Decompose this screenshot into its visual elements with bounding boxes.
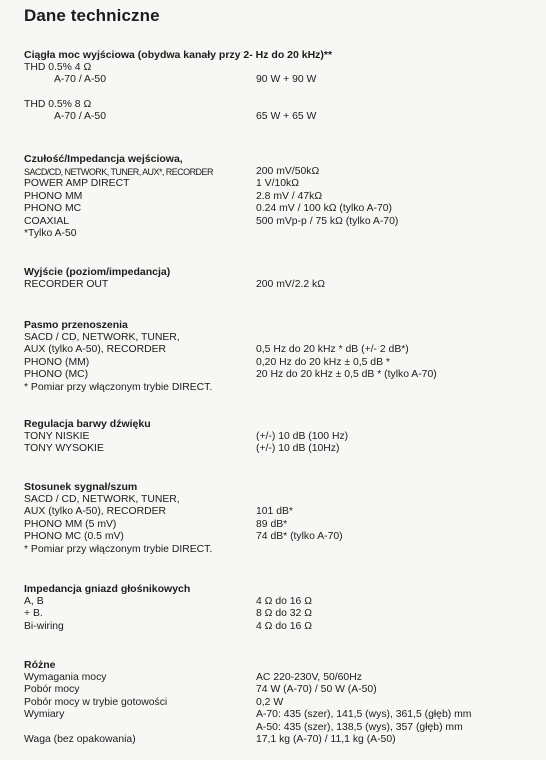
spec-label: POWER AMP DIRECT <box>24 178 130 190</box>
spec-row <box>24 431 534 443</box>
spec-row <box>24 506 534 518</box>
spec-label: TONY NISKIE <box>24 431 90 442</box>
spec-section <box>24 418 534 456</box>
spec-row <box>24 357 534 369</box>
spec-value: 74 W (A-70) / 50 W (A-50) <box>256 684 377 696</box>
spec-section <box>24 583 534 633</box>
spec-section <box>24 481 534 556</box>
spec-value: A-70: 435 (szer), 141,5 (wys), 361,5 (głęb) mm <box>256 709 472 721</box>
spec-row <box>24 332 534 344</box>
spec-label: PHONO MC <box>24 203 82 215</box>
spec-label: PHONO MM (5 mV) <box>24 518 117 530</box>
spec-value: 17,1 kg (A-70) / 11,1 kg (A-50) <box>256 733 396 745</box>
spec-row <box>24 74 534 86</box>
spec-label: THD 0.5% 8 Ω <box>24 98 92 110</box>
spec-label: + B. <box>24 608 43 620</box>
spec-section <box>24 49 534 124</box>
spec-row <box>24 344 534 356</box>
spec-value: 90 W + 90 W <box>256 74 317 86</box>
row-spacer <box>24 87 534 99</box>
spec-row <box>24 684 534 696</box>
spec-value: 20 Hz do 20 kHz ± 0,5 dB * (tylko A-70) <box>256 369 437 381</box>
spec-row <box>24 519 534 531</box>
spec-row <box>24 178 534 190</box>
spec-label: A-70 / A-50 <box>54 111 106 123</box>
spec-value: 101 dB* <box>256 506 293 518</box>
spec-label: Wymagania mocy <box>24 672 107 683</box>
spec-label: SACD/CD, NETWORK, TUNER, AUX*, RECORDER <box>24 167 213 177</box>
spec-value: 500 mVp-p / 75 kΩ (tylko A-70) <box>256 215 399 227</box>
spec-value: 1 V/10kΩ <box>256 178 300 190</box>
spec-section <box>24 319 534 394</box>
spec-value: 4 Ω do 16 Ω <box>256 596 312 607</box>
section-heading: Czułość/Impedancja wejściowa, <box>24 153 183 165</box>
spec-row <box>24 621 534 633</box>
spec-row <box>24 443 534 455</box>
spec-value: 2.8 mV / 47kΩ <box>256 190 323 202</box>
spec-section <box>24 266 534 291</box>
spec-row <box>24 382 534 394</box>
spec-row <box>24 99 534 111</box>
spec-label: Pobór mocy <box>24 684 80 696</box>
section-heading: Impedancja gniazd głośnikowych <box>24 583 191 595</box>
spec-label: *Tylko A-50 <box>24 227 77 239</box>
spec-value: A-50: 435 (szer), 138,5 (wys), 357 (głęb) mm <box>256 721 463 733</box>
spec-label: RECORDER OUT <box>24 279 109 290</box>
spec-row <box>24 279 534 291</box>
spec-value: 0.24 mV / 100 kΩ (tylko A-70) <box>256 203 392 215</box>
spec-value: (+/-) 10 dB (10Hz) <box>256 443 340 455</box>
spec-value: 200 mV/50kΩ <box>256 166 320 177</box>
spec-section <box>24 659 534 746</box>
spec-label: AUX (tylko A-50), RECORDER <box>24 344 167 356</box>
spec-row <box>24 672 534 684</box>
spec-row <box>24 734 534 746</box>
spec-value: 0,20 Hz do 20 kHz ± 0,5 dB * <box>256 356 390 368</box>
spec-row <box>24 544 534 556</box>
spec-label: Wymiary <box>24 709 65 721</box>
spec-value: 0,5 Hz do 20 kHz * dB (+/- 2 dB*) <box>256 344 409 356</box>
section-heading: Stosunek sygnał/szum <box>24 481 138 493</box>
spec-section <box>24 153 534 240</box>
spec-label: TONY WYSOKIE <box>24 443 104 455</box>
spec-row <box>24 494 534 506</box>
spec-value: 89 dB* <box>256 518 288 530</box>
spec-row <box>24 111 534 123</box>
spec-value: AC 220-230V, 50/60Hz <box>256 672 362 683</box>
spec-label: COAXIAL <box>24 215 70 227</box>
page-title: Dane techniczne <box>24 6 160 25</box>
spec-row <box>24 166 534 178</box>
spec-row <box>24 697 534 709</box>
spec-label: SACD / CD, NETWORK, TUNER, <box>24 332 180 343</box>
spec-value: 4 Ω do 16 Ω <box>256 620 312 632</box>
section-heading: Ciągła moc wyjściowa (obydwa kanały przy 2- Hz do 20 kHz)** <box>24 49 333 61</box>
spec-value: 0,2 W <box>256 696 284 708</box>
spec-value: 74 dB* (tylko A-70) <box>256 531 343 543</box>
spec-row <box>24 596 534 608</box>
spec-label: * Pomiar przy włączonym trybie DIRECT. <box>24 543 213 555</box>
spec-label: THD 0.5% 4 Ω <box>24 62 92 73</box>
section-heading: Różne <box>24 659 56 671</box>
spec-label: AUX (tylko A-50), RECORDER <box>24 506 167 518</box>
spec-value: 200 mV/2.2 kΩ <box>256 279 325 290</box>
spec-row <box>24 62 534 74</box>
section-heading: Pasmo przenoszenia <box>24 319 128 331</box>
spec-value: 65 W + 65 W <box>256 111 317 123</box>
spec-label: PHONO MC (0.5 mV) <box>24 531 124 543</box>
spec-row <box>24 203 534 215</box>
spec-label: Waga (bez opakowania) <box>24 733 136 745</box>
spec-label: PHONO (MM) <box>24 356 90 368</box>
spec-row <box>24 709 534 721</box>
spec-value: (+/-) 10 dB (100 Hz) <box>256 431 349 442</box>
spec-label: A, B <box>24 596 44 607</box>
spec-value: 8 Ω do 32 Ω <box>256 608 312 620</box>
spec-label: PHONO (MC) <box>24 369 89 381</box>
spec-label: PHONO MM <box>24 190 83 202</box>
spec-row <box>24 191 534 203</box>
spec-row <box>24 369 534 381</box>
section-heading: Regulacja barwy dźwięku <box>24 418 151 430</box>
spec-row <box>24 228 534 240</box>
spec-row <box>24 216 534 228</box>
spec-label: Bi-wiring <box>24 620 64 632</box>
spec-label: A-70 / A-50 <box>54 74 106 86</box>
section-heading: Wyjście (poziom/impedancja) <box>24 266 171 278</box>
spec-row <box>24 608 534 620</box>
spec-row <box>24 531 534 543</box>
spec-row <box>24 722 534 734</box>
spec-label: SACD / CD, NETWORK, TUNER, <box>24 494 180 505</box>
spec-label: Pobór mocy w trybie gotowości <box>24 696 168 708</box>
spec-label: * Pomiar przy włączonym trybie DIRECT. <box>24 381 213 393</box>
